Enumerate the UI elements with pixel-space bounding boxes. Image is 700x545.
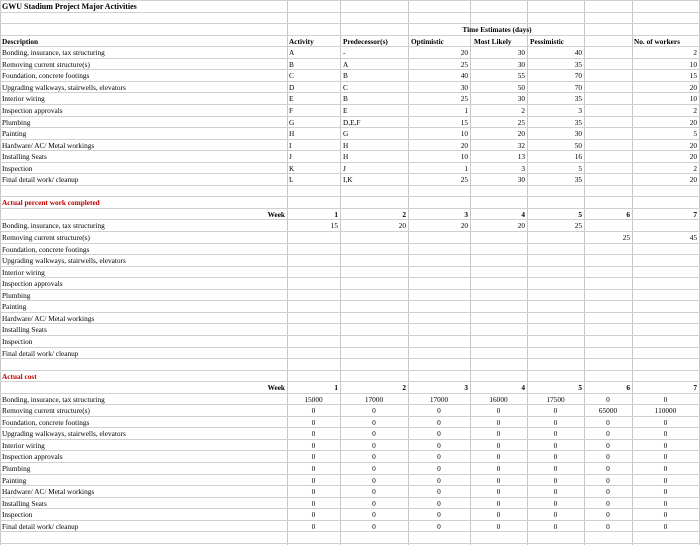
cost-value: 0 <box>663 429 668 438</box>
week-number: 4 <box>521 383 525 392</box>
row-gridline <box>0 243 700 244</box>
cost-value: 0 <box>311 441 316 450</box>
pessimistic-value: 35 <box>574 94 582 103</box>
cost-value: 0 <box>553 418 558 427</box>
cost-value: 0 <box>311 464 316 473</box>
cost-value: 0 <box>437 487 441 496</box>
percent-value: 45 <box>689 233 697 242</box>
activity-code: H <box>289 129 295 138</box>
week-number: 6 <box>626 210 630 219</box>
activity-code: B <box>289 60 294 69</box>
cost-value: 65000 <box>598 406 618 415</box>
cost-value: 0 <box>663 395 668 404</box>
workers-value: 10 <box>689 94 697 103</box>
cost-value: 0 <box>437 499 441 508</box>
cost-value: 0 <box>372 418 376 427</box>
cost-value: 0 <box>606 464 610 473</box>
row-gridline <box>0 323 700 324</box>
cost-value: 0 <box>606 487 610 496</box>
week-label: Week <box>267 210 285 219</box>
week-number: 2 <box>402 210 406 219</box>
row-gridline <box>0 231 700 232</box>
cost-value: 0 <box>663 441 668 450</box>
optimistic-value: 20 <box>460 141 468 150</box>
activity-predecessor: J <box>343 164 346 173</box>
activity-header: Activity <box>289 37 314 46</box>
cost-value: 0 <box>496 476 501 485</box>
cost-value: 0 <box>437 406 441 415</box>
week-number: 2 <box>402 383 406 392</box>
most-likely-value: 30 <box>517 60 525 69</box>
cost-value: 0 <box>663 452 668 461</box>
optimistic-value: 25 <box>460 175 468 184</box>
activity-description: Bonding, insurance, tax structuring <box>2 395 105 404</box>
optimistic-value: 25 <box>460 94 468 103</box>
cost-value: 0 <box>663 418 668 427</box>
activity-description: Interior wiring <box>2 94 45 103</box>
optimistic-value: 25 <box>460 60 468 69</box>
cost-value: 0 <box>437 441 441 450</box>
percent-value: 15 <box>330 221 338 230</box>
most-likely-value: 20 <box>517 129 525 138</box>
cost-value: 0 <box>311 522 316 531</box>
cost-value: 0 <box>553 441 558 450</box>
activity-description: Interior wiring <box>2 441 45 450</box>
activity-description: Hardware/ AC/ Metal workings <box>2 141 95 150</box>
workers-value: 20 <box>689 141 697 150</box>
cost-value: 0 <box>553 476 558 485</box>
activity-code: E <box>289 94 294 103</box>
activity-description: Painting <box>2 129 27 138</box>
cost-value: 0 <box>663 487 668 496</box>
description-header: Description <box>2 37 39 46</box>
activity-predecessor: I,K <box>343 175 353 184</box>
cost-value: 0 <box>606 441 610 450</box>
percent-value: 20 <box>398 221 406 230</box>
cost-value: 0 <box>553 429 558 438</box>
workers-header: No. of workers <box>634 37 681 46</box>
cost-value: 0 <box>311 406 316 415</box>
activity-description: Upgrading walkways, stairwells, elevators <box>2 429 126 438</box>
cost-value: 0 <box>496 464 501 473</box>
week-number: 1 <box>334 383 338 392</box>
week-number: 7 <box>693 383 697 392</box>
row-gridline <box>0 185 700 186</box>
activity-code: I <box>289 141 292 150</box>
week-number: 4 <box>521 210 525 219</box>
cost-value: 0 <box>496 418 501 427</box>
activity-description: Upgrading walkways, stairwells, elevators <box>2 256 126 265</box>
cost-value: 0 <box>372 429 376 438</box>
percent-value: 20 <box>517 221 525 230</box>
cost-value: 0 <box>663 476 668 485</box>
activity-description: Plumbing <box>2 291 31 300</box>
cost-value: 0 <box>606 395 610 404</box>
workers-value: 10 <box>689 60 697 69</box>
workers-value: 20 <box>689 118 697 127</box>
cost-value: 0 <box>606 499 610 508</box>
cost-value: 0 <box>663 522 668 531</box>
pessimistic-value: 5 <box>578 164 582 173</box>
cost-value: 0 <box>496 510 501 519</box>
cost-value: 0 <box>372 441 376 450</box>
pessimistic-value: 35 <box>574 118 582 127</box>
cost-value: 0 <box>311 499 316 508</box>
pessimistic-value: 50 <box>574 141 582 150</box>
activity-description: Bonding, insurance, tax structuring <box>2 221 105 230</box>
pessimistic-value: 70 <box>574 71 582 80</box>
cost-value: 0 <box>437 452 441 461</box>
row-gridline <box>0 381 700 382</box>
workers-value: 20 <box>689 83 697 92</box>
cost-value: 0 <box>553 406 558 415</box>
cost-value: 0 <box>496 499 501 508</box>
activity-description: Plumbing <box>2 118 31 127</box>
cost-value: 0 <box>553 487 558 496</box>
activity-description: Foundation, concrete footings <box>2 245 90 254</box>
activity-description: Removing current structure(s) <box>2 233 90 242</box>
percent-completed-title: Actual percent work completed <box>2 198 100 207</box>
cost-value: 0 <box>553 464 558 473</box>
row-gridline <box>0 150 700 151</box>
activity-description: Removing current structure(s) <box>2 406 90 415</box>
week-number: 6 <box>626 383 630 392</box>
activity-description: Hardware/ AC/ Metal workings <box>2 314 95 323</box>
activity-description: Interior wiring <box>2 268 45 277</box>
most-likely-value: 13 <box>517 152 525 161</box>
most-likely-value: 25 <box>517 118 525 127</box>
cost-value: 0 <box>311 510 316 519</box>
optimistic-value: 1 <box>464 164 468 173</box>
cost-value: 0 <box>311 487 316 496</box>
cost-value: 0 <box>606 429 610 438</box>
week-label: Week <box>267 383 285 392</box>
activity-predecessor: D,E,F <box>343 118 361 127</box>
cost-value: 0 <box>437 464 441 473</box>
workers-value: 2 <box>693 106 697 115</box>
cost-value: 15000 <box>304 395 323 404</box>
pessimistic-value: 70 <box>574 83 582 92</box>
workers-value: 20 <box>689 152 697 161</box>
activity-description: Installing Seats <box>2 499 47 508</box>
workers-value: 5 <box>693 129 697 138</box>
cost-value: 0 <box>663 510 668 519</box>
row-gridline <box>0 289 700 290</box>
activity-description: Inspection approvals <box>2 279 63 288</box>
row-gridline <box>0 335 700 336</box>
activity-description: Installing Seats <box>2 325 47 334</box>
most-likely-header: Most Likely <box>474 37 512 46</box>
activity-description: Painting <box>2 476 27 485</box>
actual-cost-title: Actual cost <box>2 372 37 381</box>
cost-value: 0 <box>372 464 376 473</box>
activity-description: Plumbing <box>2 464 31 473</box>
cost-value: 0 <box>437 522 441 531</box>
row-gridline <box>0 219 700 220</box>
optimistic-value: 10 <box>460 152 468 161</box>
cost-value: 0 <box>606 452 610 461</box>
row-gridline <box>0 139 700 140</box>
most-likely-value: 55 <box>517 71 525 80</box>
cost-value: 0 <box>372 476 376 485</box>
optimistic-value: 1 <box>464 106 468 115</box>
week-number: 7 <box>693 210 697 219</box>
activity-predecessor: E <box>343 106 348 115</box>
cost-value: 17500 <box>546 395 565 404</box>
cost-value: 0 <box>372 487 376 496</box>
activity-predecessor: H <box>343 141 349 150</box>
pessimistic-value: 30 <box>574 129 582 138</box>
cost-value: 17000 <box>364 395 384 404</box>
percent-value: 25 <box>574 221 582 230</box>
activity-predecessor: B <box>343 94 348 103</box>
activity-code: J <box>289 152 292 161</box>
cost-value: 0 <box>663 499 668 508</box>
activity-code: K <box>289 164 295 173</box>
activity-description: Bonding, insurance, tax structuring <box>2 48 105 57</box>
cost-value: 0 <box>372 522 376 531</box>
time-estimates-header: Time Estimates (days) <box>462 25 532 34</box>
optimistic-value: 40 <box>460 71 468 80</box>
activity-code: A <box>289 48 295 57</box>
percent-value: 20 <box>460 221 468 230</box>
optimistic-header: Optimistic <box>411 37 444 46</box>
workers-value: 20 <box>689 175 697 184</box>
activity-code: L <box>289 175 294 184</box>
activity-code: D <box>289 83 295 92</box>
cost-value: 110000 <box>654 406 677 415</box>
row-gridline <box>0 370 700 371</box>
cost-value: 0 <box>663 464 668 473</box>
activity-predecessor: G <box>343 129 349 138</box>
activity-description: Final detail work/ cleanup <box>2 522 79 531</box>
activity-description: Final detail work/ cleanup <box>2 349 79 358</box>
activity-description: Inspection <box>2 164 33 173</box>
cost-value: 0 <box>437 510 441 519</box>
week-number: 5 <box>578 210 582 219</box>
optimistic-value: 10 <box>460 129 468 138</box>
activity-code: F <box>289 106 294 115</box>
most-likely-value: 2 <box>521 106 525 115</box>
percent-value: 25 <box>622 233 630 242</box>
optimistic-value: 20 <box>460 48 468 57</box>
activity-description: Installing Seats <box>2 152 47 161</box>
activity-description: Foundation, concrete footings <box>2 418 90 427</box>
cost-value: 0 <box>553 452 558 461</box>
row-gridline <box>0 347 700 348</box>
activity-description: Inspection <box>2 510 33 519</box>
activity-code: G <box>289 118 295 127</box>
most-likely-value: 30 <box>517 48 525 57</box>
week-number: 1 <box>334 210 338 219</box>
row-gridline <box>0 23 700 24</box>
cost-value: 0 <box>372 406 376 415</box>
sheet-title: GWU Stadium Project Major Activities <box>2 2 137 11</box>
activity-predecessor: H <box>343 152 349 161</box>
pessimistic-value: 35 <box>574 60 582 69</box>
activity-description: Inspection <box>2 337 33 346</box>
cost-value: 16000 <box>489 395 508 404</box>
cost-value: 0 <box>437 418 441 427</box>
activity-description: Inspection approvals <box>2 452 63 461</box>
activity-predecessor: A <box>343 60 349 69</box>
activity-description: Hardware/ AC/ Metal workings <box>2 487 95 496</box>
optimistic-value: 30 <box>460 83 468 92</box>
cost-value: 0 <box>372 510 376 519</box>
cost-value: 0 <box>496 441 501 450</box>
cost-value: 0 <box>553 522 558 531</box>
activity-description: Removing current structure(s) <box>2 60 90 69</box>
row-gridline <box>0 12 700 13</box>
activity-predecessor: - <box>343 48 346 57</box>
cost-value: 0 <box>606 510 610 519</box>
row-gridline <box>0 69 700 70</box>
cost-value: 17000 <box>429 395 449 404</box>
cost-value: 0 <box>606 476 610 485</box>
cost-value: 0 <box>496 487 501 496</box>
cost-value: 0 <box>437 476 441 485</box>
week-number: 5 <box>578 383 582 392</box>
most-likely-value: 30 <box>517 175 525 184</box>
row-gridline <box>0 266 700 267</box>
activity-description: Upgrading walkways, stairwells, elevators <box>2 83 126 92</box>
cost-value: 0 <box>496 429 501 438</box>
row-gridline <box>0 543 700 544</box>
cost-value: 0 <box>496 406 501 415</box>
row-gridline <box>0 104 700 105</box>
activity-description: Inspection approvals <box>2 106 63 115</box>
row-gridline <box>0 277 700 278</box>
cost-value: 0 <box>606 418 610 427</box>
cost-value: 0 <box>311 429 316 438</box>
pessimistic-value: 3 <box>578 106 582 115</box>
row-gridline <box>0 196 700 197</box>
workers-value: 2 <box>693 48 697 57</box>
row-gridline <box>0 208 700 209</box>
workers-value: 2 <box>693 164 697 173</box>
cost-value: 0 <box>311 452 316 461</box>
cost-value: 0 <box>496 522 501 531</box>
optimistic-value: 15 <box>460 118 468 127</box>
row-gridline <box>0 300 700 301</box>
row-gridline <box>0 358 700 359</box>
pessimistic-value: 40 <box>574 48 582 57</box>
pessimistic-value: 16 <box>574 152 582 161</box>
most-likely-value: 32 <box>517 141 525 150</box>
most-likely-value: 3 <box>521 164 525 173</box>
row-gridline <box>0 312 700 313</box>
cost-value: 0 <box>496 452 501 461</box>
cost-value: 0 <box>372 499 376 508</box>
cost-value: 0 <box>553 510 558 519</box>
workers-value: 15 <box>689 71 697 80</box>
cost-value: 0 <box>553 499 558 508</box>
most-likely-value: 50 <box>517 83 525 92</box>
activity-description: Painting <box>2 302 27 311</box>
activity-description: Final detail work/ cleanup <box>2 175 79 184</box>
cost-value: 0 <box>606 522 610 531</box>
cost-value: 0 <box>311 418 316 427</box>
activity-predecessor: B <box>343 71 348 80</box>
cost-value: 0 <box>311 476 316 485</box>
most-likely-value: 30 <box>517 94 525 103</box>
row-gridline <box>0 162 700 163</box>
activity-code: C <box>289 71 294 80</box>
activity-predecessor: C <box>343 83 348 92</box>
row-gridline <box>0 58 700 59</box>
predecessor-header: Predecessor(s) <box>343 37 388 46</box>
activity-description: Foundation, concrete footings <box>2 71 90 80</box>
cost-value: 0 <box>437 429 441 438</box>
pessimistic-header: Pessimistic <box>530 37 565 46</box>
week-number: 3 <box>464 210 468 219</box>
week-number: 3 <box>464 383 468 392</box>
pessimistic-value: 35 <box>574 175 582 184</box>
cost-value: 0 <box>372 452 376 461</box>
